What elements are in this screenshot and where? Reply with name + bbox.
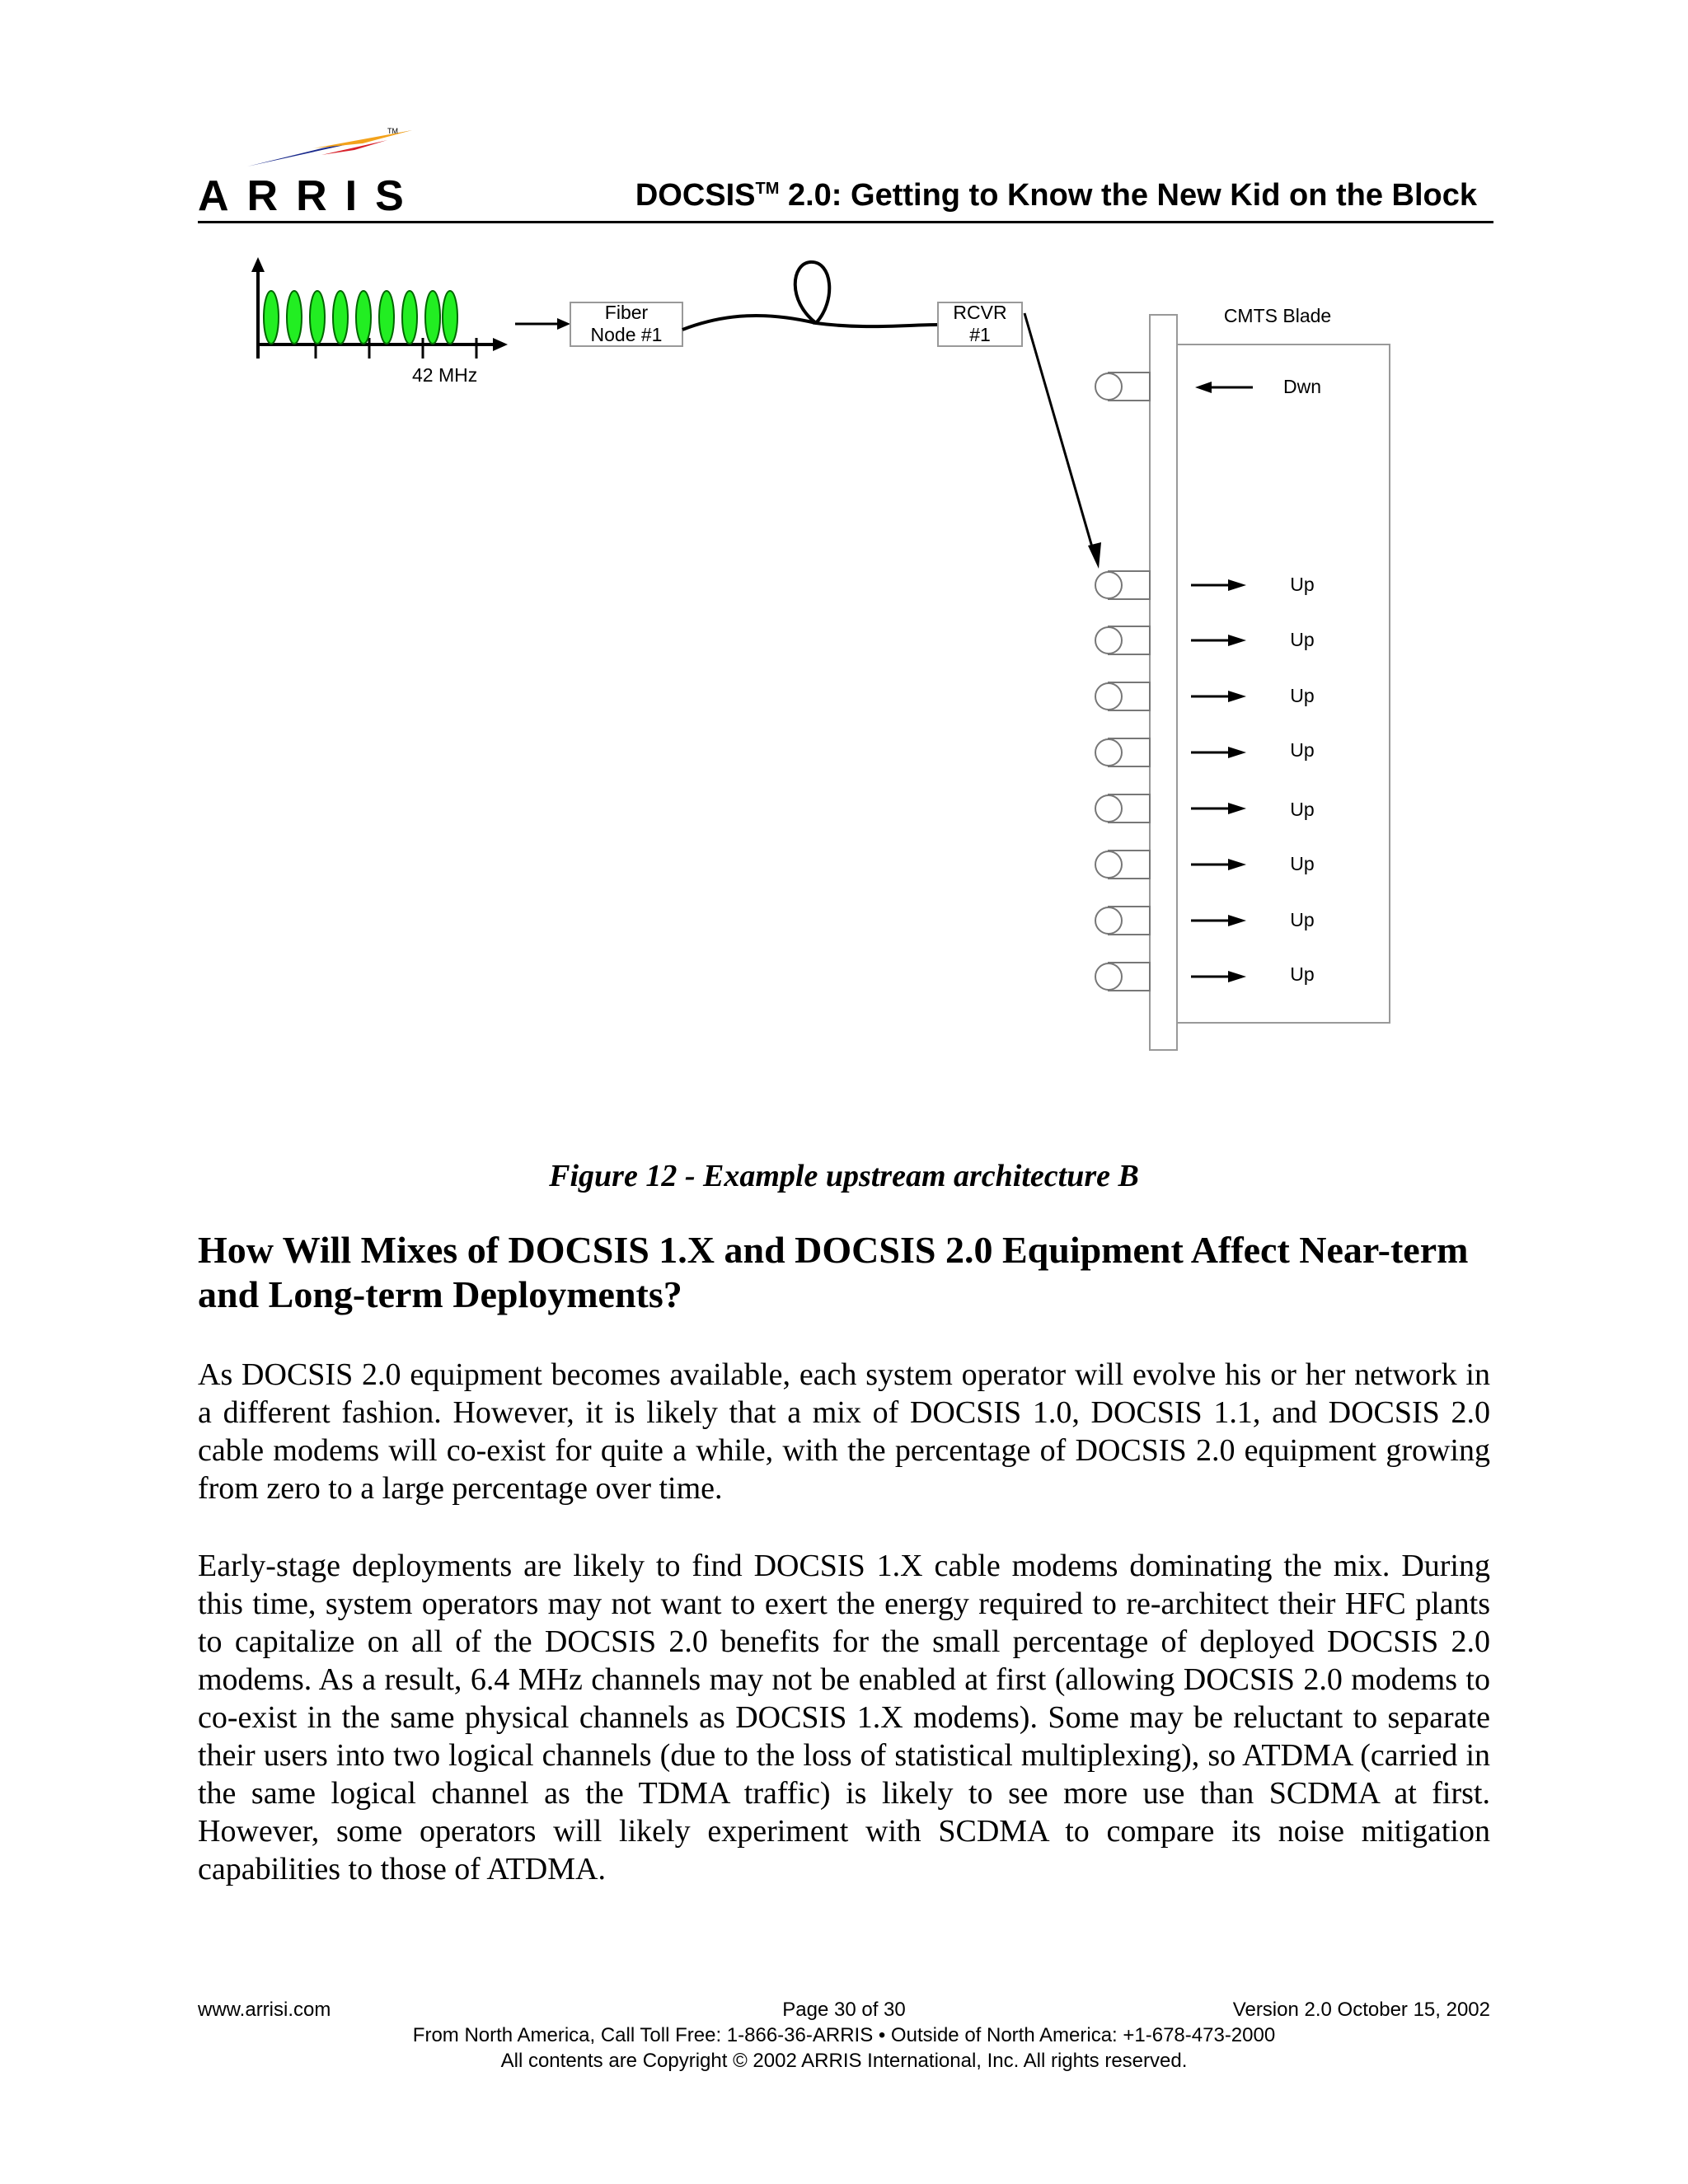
footer-page-number: Page 30 of 30 [782, 1999, 906, 2021]
logo-swoosh-icon [198, 124, 420, 173]
carrier-8 [425, 291, 440, 344]
carrier-4 [333, 291, 348, 344]
upstream-label: Up [1290, 629, 1315, 650]
rcvr-label: RCVR #1 [953, 302, 1007, 345]
cmts-blade-label: CMTS Blade [1223, 305, 1332, 326]
upstream-label: Up [1290, 853, 1315, 874]
figure-caption: Figure 12 - Example upstream architecture B [549, 1159, 1139, 1193]
downstream-label: Dwn [1282, 376, 1321, 397]
footer-copyright: All contents are Copyright © 2002 ARRIS International, Inc. All rights reserved. [500, 2050, 1188, 2072]
spectrum-plot [251, 257, 508, 359]
carrier-1 [264, 291, 279, 344]
page-header [198, 124, 1493, 223]
section-heading: How Will Mixes of DOCSIS 1.X and DOCSIS 2.0 Equipment Affect Near-term and Long-term Deployments? [198, 1229, 1469, 1315]
body-paragraph: As DOCSIS 2.0 equipment becomes available, each system operator will evolve his or her network in a different fashion. However, it is likely that a mix of DOCSIS 1.0, DOCSIS 1.1, and DOCSIS 2.0 cable modems will co-exist for quite a while, with the percentage of DOCSIS 2.0 equipment growing from zero to a large percentage over time. [198, 1357, 1490, 1506]
carrier-3 [310, 291, 325, 344]
svg-text:TM: TM [387, 127, 398, 135]
spectrum-frequency-label: 42 MHz [412, 364, 478, 386]
upstream-label: Up [1290, 574, 1315, 595]
upstream-label: Up [1290, 799, 1315, 820]
carrier-9 [443, 291, 457, 344]
architecture-diagram [0, 239, 1688, 1080]
footer-website: www.arrisi.com [198, 1999, 331, 2021]
carrier-6 [379, 291, 394, 344]
carrier-5 [356, 291, 371, 344]
body-paragraph: Early-stage deployments are likely to find DOCSIS 1.X cable modems dominating the mix. During this time, system operators may not want to exert the energy required to re-architect their HFC plants to capitalize on all of the DOCSIS 2.0 benefits for the small percentage of deployed DOCSIS 2.0 modems. As a result, 6.4 MHz channels may not be enabled at first (allowing DOCSIS 2.0 modems to co-exist in the same physical channels as DOCSIS 1.X modems). Some may be reluctant to separate their users into two logical channels (due to the loss of statistical multiplexing), so ATDMA (carried in the same logical channel as the TDMA traffic) is likely to see more use than SCDMA at first. However, some operators will likely experiment with SCDMA to compare its noise mitigation capabilities to those of ATDMA. [198, 1549, 1490, 1886]
fiber-node-label: Fiber Node #1 [590, 302, 663, 345]
cmts-ports [1095, 373, 1150, 991]
upstream-label: Up [1290, 909, 1315, 930]
footer-phone: From North America, Call Toll Free: 1-866-36-ARRIS • Outside of North America: +1-678-473-2000 [412, 2024, 1276, 2046]
fiber-cable [682, 262, 938, 330]
page-footer [198, 1999, 1490, 2075]
footer-version: Version 2.0 October 15, 2002 [1232, 1999, 1490, 2021]
upstream-label: Up [1290, 963, 1315, 985]
arris-logo [198, 124, 422, 220]
carrier-2 [287, 291, 302, 344]
upstream-label: Up [1290, 739, 1315, 761]
upstream-label: Up [1290, 685, 1315, 706]
diagram-graphic [0, 239, 1688, 1080]
document-title: DOCSIS™ 2.0: Getting to Know the New Kid on the Block [635, 178, 1477, 213]
logo-wordmark: ARRIS [198, 172, 422, 220]
cmts-blade-panel [1150, 315, 1177, 1050]
carrier-7 [402, 291, 417, 344]
